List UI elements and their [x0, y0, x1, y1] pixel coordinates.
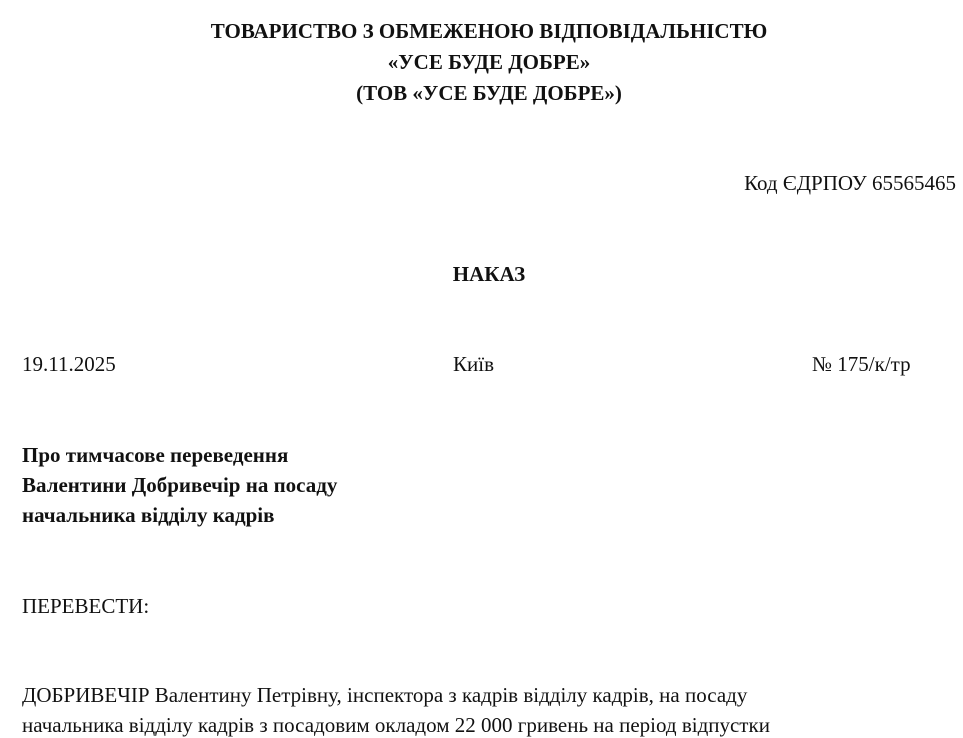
organization-abbreviation: (ТОВ «УСЕ БУДЕ ДОБРЕ») — [356, 81, 622, 105]
organization-short-name: «УСЕ БУДЕ ДОБРЕ» — [387, 50, 591, 74]
order-body-line: ДОБРИВЕЧІР Валентину Петрівну, інспектора з кадрів відділу кадрів, на посаду — [22, 683, 748, 707]
order-body-line: начальника відділу кадрів з посадовим окладом 22 000 гривень на період відпустки — [22, 713, 770, 737]
document-subject-line: Про тимчасове переведення — [22, 443, 289, 467]
document-title: НАКАЗ — [452, 262, 526, 286]
document-date: 19.11.2025 — [22, 352, 116, 376]
organization-name-line: ТОВАРИСТВО З ОБМЕЖЕНОЮ ВІДПОВІДАЛЬНІСТЮ — [210, 19, 768, 43]
document-subject-line: начальника відділу кадрів — [22, 503, 275, 527]
document-number: № 175/к/тр — [812, 352, 911, 376]
document-subject-line: Валентини Добривечір на посаду — [22, 473, 338, 497]
order-verb: ПЕРЕВЕСТИ: — [22, 594, 150, 618]
document-city: Київ — [453, 352, 494, 376]
edrpou-code: Код ЄДРПОУ 65565465 — [744, 171, 956, 195]
